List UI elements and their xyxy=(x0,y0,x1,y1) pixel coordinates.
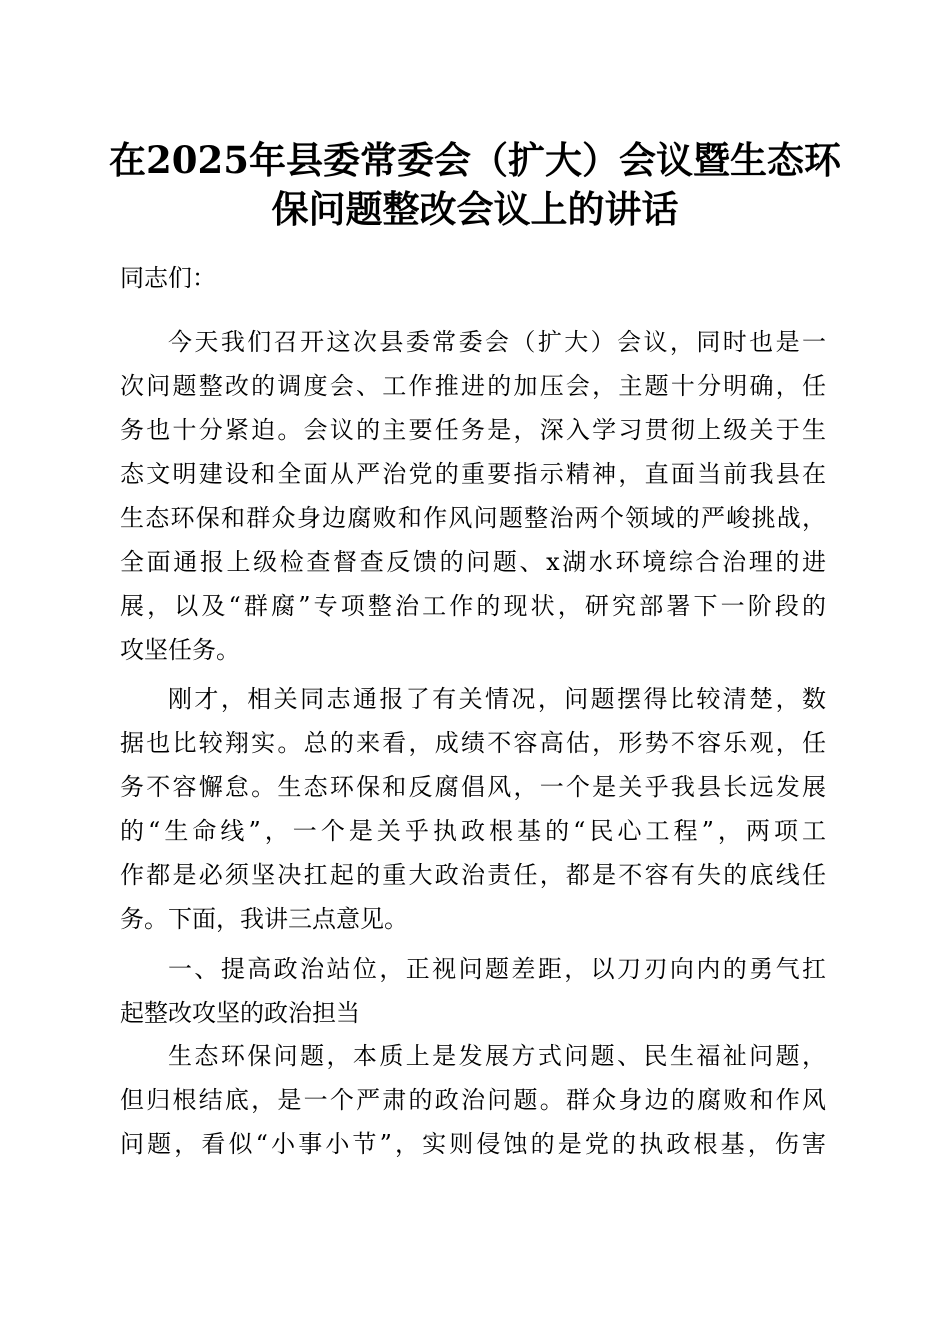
paragraph-line: 刚才，相关同志通报了有关情况，问题摆得比较清楚，数 xyxy=(168,685,826,713)
paragraph-line: 问题，看似“小事小节”，实则侵蚀的是党的执政根基，伤害 xyxy=(120,1130,826,1158)
title-line: 在2025年县委常委会（扩大）会议暨生态环 xyxy=(109,138,841,182)
page-title xyxy=(100,136,850,234)
heading-line: 一、提高政治站位，正视问题差距，以刀刃向内的勇气扛 xyxy=(168,955,826,983)
paragraph-line: 务不容懈怠。生态环保和反腐倡风，一个是关乎我县长远发展 xyxy=(120,773,826,801)
paragraph-line: 全面通报上级检查督查反馈的问题、x湖水环境综合治理的进 xyxy=(120,548,826,576)
paragraph-3 xyxy=(120,1034,826,1166)
paragraph-line: 据也比较翔实。总的来看，成绩不容高估，形势不容乐观，任 xyxy=(120,729,826,757)
paragraph-line: 作都是必须坚决扛起的重大政治责任，都是不容有失的底线任 xyxy=(120,861,826,889)
paragraph-line: 的“生命线”，一个是关乎执政根基的“民心工程”，两项工 xyxy=(120,817,826,845)
paragraph-line: 展，以及“群腐”专项整治工作的现状，研究部署下一阶段的 xyxy=(120,592,826,620)
section-heading-1 xyxy=(120,947,826,1035)
paragraph-line: 但归根结底，是一个严肃的政治问题。群众身边的腐败和作风 xyxy=(120,1086,826,1114)
paragraph-line: 务。下面，我讲三点意见。 xyxy=(120,905,408,933)
heading-line: 起整改攻坚的政治担当 xyxy=(120,999,360,1027)
paragraph-1 xyxy=(120,320,826,672)
salutation-text: 同志们： xyxy=(120,264,216,292)
paragraph-line: 生态环保和群众身边腐败和作风问题整治两个领域的严峻挑战， xyxy=(120,504,826,532)
salutation xyxy=(120,256,826,300)
paragraph-line: 态文明建设和全面从严治党的重要指示精神，直面当前我县在 xyxy=(120,460,826,488)
paragraph-line: 今天我们召开这次县委常委会（扩大）会议，同时也是一 xyxy=(168,328,826,356)
paragraph-line: 次问题整改的调度会、工作推进的加压会，主题十分明确，任 xyxy=(120,372,826,400)
paragraph-line: 攻坚任务。 xyxy=(120,636,240,664)
title-line: 保问题整改会议上的讲话 xyxy=(271,187,679,231)
paragraph-2 xyxy=(120,677,826,941)
paragraph-line: 生态环保问题，本质上是发展方式问题、民生福祉问题， xyxy=(168,1042,826,1070)
paragraph-line: 务也十分紧迫。会议的主要任务是，深入学习贯彻上级关于生 xyxy=(120,416,826,444)
